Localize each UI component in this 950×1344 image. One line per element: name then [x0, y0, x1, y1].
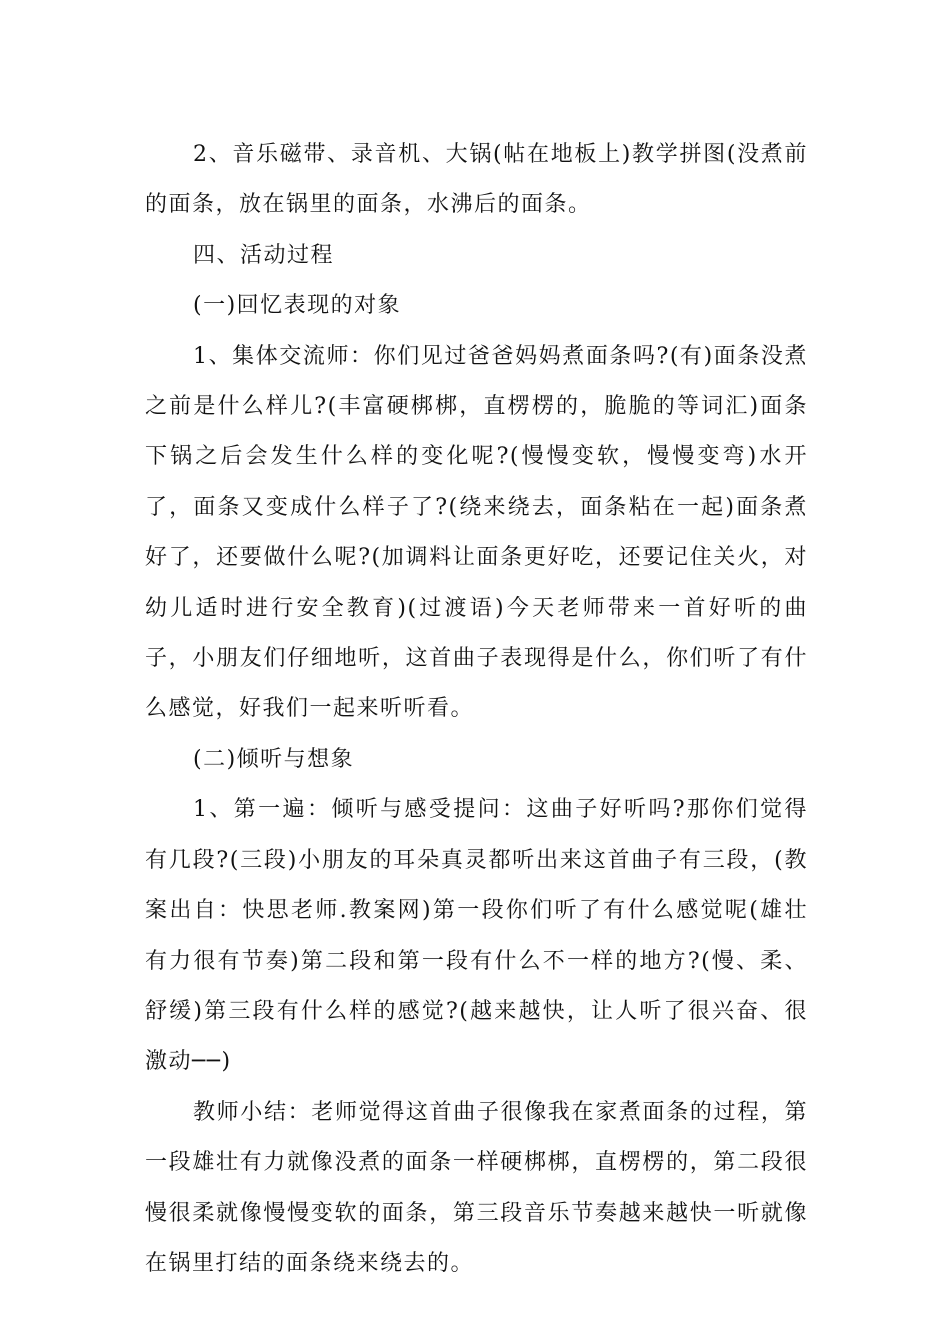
subsection-heading-listen-imagine: (二)倾听与想象 [193, 746, 355, 772]
paragraph-group-discussion: 1、集体交流师：你们见过爸爸妈妈煮面条吗?(有)面条没煮之前是什么样儿?(丰富硬梆梆，直楞楞的，脆脆的等词汇)面条下锅之后会发生什么样的变化呢?(慢慢变软，慢慢变弯)水开了，面条又变成什么样子了?(绕来绕去，面条粘在一起)面条煮好了，还要做什么呢?(加调料让面条更好吃，还要记住关火，对幼儿适时进行安全教育)(过渡语)今天老师带来一首好听的曲子，小朋友们仔细地听，这首曲子表现得是什么，你们听了有什么感觉，好我们一起来听听看。 [145, 343, 808, 722]
document-body [145, 130, 808, 1289]
paragraph-first-listen: 1、第一遍：倾听与感受提问：这曲子好听吗?那你们觉得有几段?(三段)小朋友的耳朵真灵都听出来这首曲子有三段，(教案出自：快思老师.教案网)第一段你们听了有什么感觉呢(雄壮有力很有节奏)第二段和第一段有什么不一样的地方?(慢、柔、舒缓)第三段有什么样的感觉?(越来越快，让人听了很兴奋、很激动──) [145, 797, 808, 1075]
paragraph-teacher-summary: 教师小结：老师觉得这首曲子很像我在家煮面条的过程，第一段雄壮有力就像没煮的面条一样硬梆梆，直楞楞的，第二段很慢很柔就像慢慢变软的面条，第三段音乐节奏越来越快一听就像在锅里打结的面条绕来绕去的。 [145, 1099, 808, 1276]
paragraph-materials: 2、音乐磁带、录音机、大锅(帖在地板上)教学拼图(没煮前的面条，放在锅里的面条，水沸后的面条。 [145, 142, 808, 218]
section-heading-activity-process: 四、活动过程 [193, 242, 335, 268]
subsection-heading-recall: (一)回忆表现的对象 [193, 293, 402, 319]
